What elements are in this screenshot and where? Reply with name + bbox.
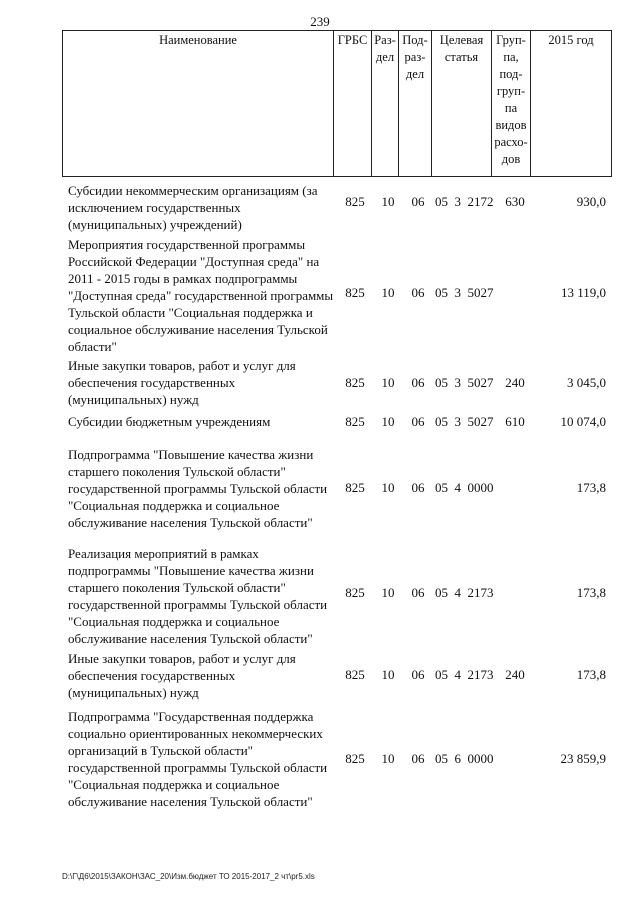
- row-grbs: 825: [345, 194, 365, 209]
- row-razdel: 10: [381, 751, 395, 766]
- row-target: 05 3 5027: [435, 285, 494, 300]
- row-podrazdel: 06: [411, 585, 425, 600]
- row-name: Подпрограмма "Повышение качества жизни старшего поколения Тульской области" государственной программы Тульской области "Социальная поддержка и социальное обслуживание населения Тульской области": [68, 447, 328, 530]
- row-razdel: 10: [381, 375, 395, 390]
- header-vid: Груп- па, под- груп- па видов расхо- дов: [491, 31, 530, 176]
- row-amount: 3 045,0: [567, 375, 606, 390]
- row-amount: 173,8: [576, 667, 606, 682]
- row-amount: 23 859,9: [560, 751, 606, 766]
- file-path-footer: D:\Г\Д6\2015\ЗАКОН\ЗАС_20\Изм.бюджет ТО 2015-2017_2 чт\pr5.xls: [62, 872, 315, 881]
- row-podrazdel: 06: [411, 194, 425, 209]
- row-name: Иные закупки товаров, работ и услуг для обеспечения государственных (муниципальных) нужд: [68, 358, 296, 407]
- row-razdel: 10: [381, 667, 395, 682]
- row-amount: 10 074,0: [560, 414, 606, 429]
- row-razdel: 10: [381, 285, 395, 300]
- row-podrazdel: 06: [411, 375, 425, 390]
- row-amount: 173,8: [576, 480, 606, 495]
- header-target: Целевая статья: [431, 31, 491, 176]
- row-name: Подпрограмма "Государственная поддержка социально ориентированных некоммерческих организаций в Тульской области" государственной программы Тульской области "Социальная поддержка и социальное обслуживание населения Тульской области": [68, 709, 328, 809]
- row-razdel: 10: [381, 480, 395, 495]
- row-name: Реализация мероприятий в рамках подпрограммы "Повышение качества жизни старшего поколения Тульской области" государственной программы Тульской области "Социальная поддержка и социальное обслуживание населения Тульской области": [68, 546, 328, 646]
- page-number: 239: [310, 14, 330, 29]
- row-name: Субсидии некоммерческим организациям (за исключением государственных (муниципальных) учреждений): [68, 183, 318, 232]
- row-grbs: 825: [345, 667, 365, 682]
- row-target: 05 6 0000: [435, 751, 494, 766]
- row-target: 05 4 2173: [435, 585, 494, 600]
- row-podrazdel: 06: [411, 667, 425, 682]
- header-grbs: ГРБС: [333, 31, 371, 176]
- row-grbs: 825: [345, 480, 365, 495]
- row-name: Субсидии бюджетным учреждениям: [68, 414, 271, 429]
- row-target: 05 4 2173: [435, 667, 494, 682]
- row-target: 05 3 5027: [435, 414, 494, 429]
- row-amount: 930,0: [576, 194, 606, 209]
- row-grbs: 825: [345, 375, 365, 390]
- row-name: Иные закупки товаров, работ и услуг для обеспечения государственных (муниципальных) нужд: [68, 651, 296, 700]
- row-razdel: 10: [381, 194, 395, 209]
- row-podrazdel: 06: [411, 414, 425, 429]
- row-vid: 240: [505, 375, 525, 390]
- row-vid: 240: [505, 667, 525, 682]
- row-grbs: 825: [345, 285, 365, 300]
- row-target: 05 3 5027: [435, 375, 494, 390]
- row-name: Мероприятия государственной программы Российской Федерации "Доступная среда" на 2011 - 2015 годы в рамках подпрограммы "Доступная среда" государственной программы Тульской области "Социальная поддержка и социальное обслуживание населения Тульской области": [68, 237, 334, 354]
- row-podrazdel: 06: [411, 285, 425, 300]
- row-vid: 610: [505, 414, 525, 429]
- row-razdel: 10: [381, 585, 395, 600]
- row-grbs: 825: [345, 414, 365, 429]
- header-year: 2015 год: [530, 31, 611, 176]
- row-grbs: 825: [345, 585, 365, 600]
- row-vid: 630: [505, 194, 525, 209]
- row-grbs: 825: [345, 751, 365, 766]
- row-podrazdel: 06: [411, 751, 425, 766]
- header-podrazdel: Под- раз- дел: [398, 31, 431, 176]
- header-razdel: Раз- дел: [371, 31, 398, 176]
- row-target: 05 3 2172: [435, 194, 494, 209]
- row-amount: 173,8: [576, 585, 606, 600]
- header-name: Наименование: [159, 33, 237, 47]
- row-target: 05 4 0000: [435, 480, 494, 495]
- row-podrazdel: 06: [411, 480, 425, 495]
- row-razdel: 10: [381, 414, 395, 429]
- table-header: [62, 30, 612, 177]
- row-amount: 13 119,0: [560, 285, 606, 300]
